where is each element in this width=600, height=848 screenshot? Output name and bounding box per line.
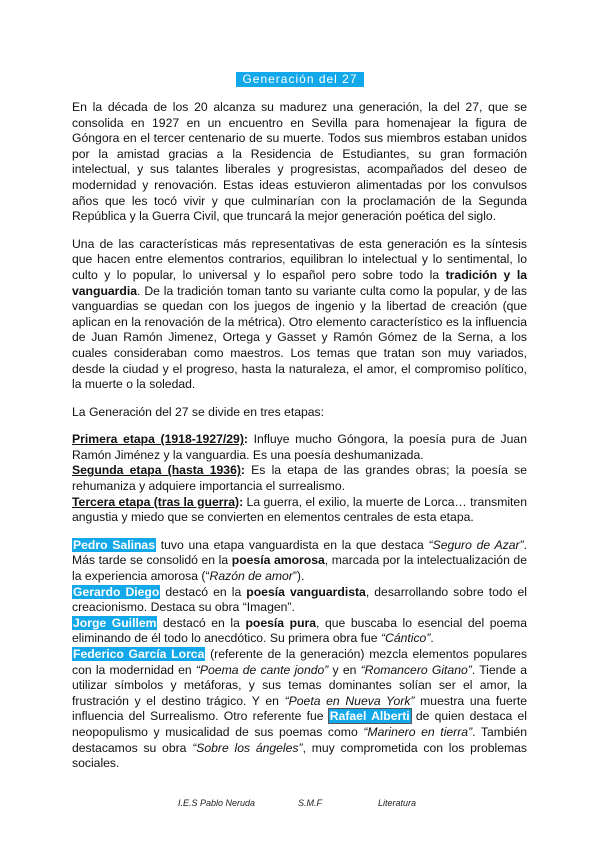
author-name-diego: Gerardo Diego bbox=[73, 584, 160, 599]
title-container bbox=[0, 70, 600, 88]
lorca-text-3: . Tiende a utilizar símbolos y metáforas, y sus temas dominantes solían ser el amor, la frustración y el destino trágico. Y en bbox=[72, 662, 527, 708]
alberti-text-3: , muy comprometida con los problemas sociales. bbox=[72, 740, 528, 771]
characteristics-text-a: Una de las características más representativas de esta generación es la síntesis que hacen entre elementos contrarios, equilibran lo intelectual y lo sentimental, lo culto y lo popular, lo universal y lo español pero sobre todo la bbox=[72, 236, 527, 282]
document-body bbox=[72, 100, 527, 772]
salinas-text-4: ”). bbox=[292, 569, 305, 584]
lorca-text-1: (referente de la generación) mezcla elementos populares con la modernidad en bbox=[72, 647, 528, 677]
alberti-work-2: “Sobre los ángeles” bbox=[192, 740, 303, 755]
characteristics-text-b: . De la tradición toman tanto su variante culta como la popular, y de las vanguardias se quedan con los juegos de ingenio y la libertad de creación (que aplican en la renovación de la métrica). Otro elemento característico es la influencia de Juan Ramón Jimenez, Ortega y Gasset y Ramón Gómez de la Serna, a los cuales consideraban como maestros. Los temas que tratan son muy variados, desde la ciudad y el progreso, hasta la naturaleza, el amor, el compromiso político, la muerte o la soledad. bbox=[72, 283, 527, 392]
stage-3-name: Tercera etapa (tras la guerra) bbox=[72, 494, 240, 509]
stage-1-name: Primera etapa (1918-1927/29) bbox=[72, 432, 244, 447]
stage-2 bbox=[72, 463, 527, 494]
salinas-text-2: . Más tarde se consolidó en la bbox=[72, 537, 527, 568]
author-name-alberti: Rafael Alberti bbox=[329, 709, 410, 724]
footer-subject: Literatura bbox=[378, 798, 417, 808]
author-name-salinas: Pedro Salinas bbox=[73, 537, 155, 552]
salinas-work-1: “Seguro de Azar” bbox=[428, 537, 524, 552]
guillen-text-3: . bbox=[430, 631, 434, 646]
guillen-text-1: destacó en la bbox=[157, 615, 246, 630]
characteristics-paragraph bbox=[72, 237, 527, 393]
salinas-work-2: Razón de amor bbox=[209, 569, 293, 584]
guillen-text-2: , que buscaba lo esencial del poema eliminando de él todo lo anecdótico. Su primera obra fue bbox=[72, 615, 527, 646]
alberti-text-1: de quien destaca el neopopulismo y musicalidad de sus poemas como bbox=[72, 709, 527, 739]
stage-3-colon: : bbox=[239, 494, 244, 509]
stage-2-text: Es la etapa de las grandes obras; la poesía se rehumaniza y adquiere importancia el surrealismo. bbox=[72, 463, 527, 494]
lorca-text-2: y en bbox=[328, 662, 361, 677]
alberti-work-1: “Marinero en tierra” bbox=[363, 724, 473, 739]
lorca-work-3: “Poeta en Nueva York” bbox=[284, 693, 415, 708]
footer-school: I.E.S Pablo Neruda bbox=[178, 798, 256, 808]
stage-2-name: Segunda etapa (hasta 1936) bbox=[72, 463, 241, 478]
lorca-work-1: “Poema de cante jondo” bbox=[195, 662, 329, 677]
diego-bold-1: poesía vanguardista bbox=[246, 584, 366, 599]
lorca-text-4: muestra una fuerte influencia del Surrealismo. Otro referente fue bbox=[72, 693, 527, 724]
author-lorca-alberti bbox=[72, 647, 527, 772]
stage-3-text: La guerra, el exilio, la muerte de Lorca… transmiten angustia y miedo que se convierten en elementos centrales de esta etapa. bbox=[72, 494, 527, 525]
diego-text-1: destacó en la bbox=[160, 584, 247, 599]
salinas-bold-1: poesía amorosa bbox=[231, 553, 325, 568]
author-salinas bbox=[72, 538, 527, 585]
stage-1-text: Influye mucho Góngora, la poesía pura de Juan Ramón Jiménez y la vanguardia. Es una poesía deshumanizada. bbox=[72, 432, 527, 462]
salinas-text-3: , marcada por la intelectualización de la experiencia amorosa (“ bbox=[72, 553, 527, 584]
author-diego bbox=[72, 585, 527, 616]
lorca-work-2: “Romancero Gitano” bbox=[360, 662, 472, 677]
footer-initials: S.M.F bbox=[298, 798, 322, 808]
stage-1-colon: : bbox=[243, 432, 248, 447]
author-name-guillen: Jorge Guillem bbox=[73, 615, 157, 630]
stage-1 bbox=[72, 432, 527, 463]
guillen-bold-1: poesía pura bbox=[245, 615, 317, 630]
guillen-work-1: “Cántico” bbox=[380, 631, 431, 646]
diego-text-2: , desarrollando sobre todo el creacionismo. Destaca su obra “Imagen”. bbox=[72, 584, 527, 615]
stages-intro: La Generación del 27 se divide en tres etapas: bbox=[72, 404, 325, 419]
stage-2-colon: : bbox=[240, 463, 245, 478]
alberti-text-2: . También destacamos su obra bbox=[72, 724, 527, 755]
intro-paragraph: En la década de los 20 alcanza su madurez una generación, la del 27, que se consolida en 1927 en un encuentro en Sevilla para homenajear la figura de Góngora en el tercer centenario de su muerte. Todos sus miembros estaban unidos por la amistad gracias a la Residencia de Estudiantes, su gran formación intelectual, y sus talantes liberales y progresistas, acompañados del deseo de modernidad y renovación. Estas ideas estuvieron alimentadas por los convulsos años que les tocó vivir y que culminarían con la proclamación de la Segunda República y la Guerra Civil, que truncará la mejor generación poética del siglo. bbox=[72, 100, 527, 224]
author-guillen bbox=[72, 616, 527, 647]
salinas-text-1: tuvo una etapa vanguardista en la que destaca bbox=[155, 537, 429, 552]
author-name-lorca: Federico García Lorca bbox=[73, 647, 205, 661]
stage-3 bbox=[72, 495, 527, 526]
page-title: Generación del 27 bbox=[236, 72, 363, 87]
tradition-vanguard-bold: tradición y la vanguardia bbox=[72, 267, 527, 298]
